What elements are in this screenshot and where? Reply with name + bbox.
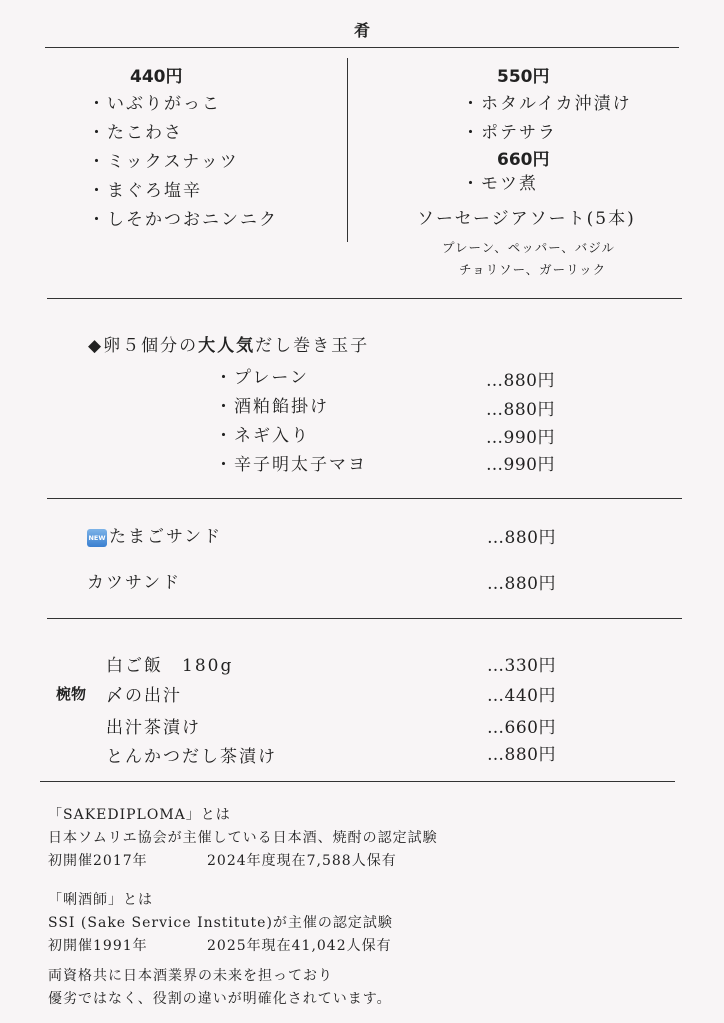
menu-item: ・酒粕餡掛け (215, 397, 329, 417)
note-kikisake-first: 初開催1991年 (48, 938, 148, 954)
menu-item: ・ミックスナッツ (88, 152, 239, 172)
sausage-flavors: チョリソー、ガーリック (459, 262, 607, 277)
note-sake-first: 初開催2017年 (48, 853, 148, 869)
menu-price: …330円 (487, 656, 556, 676)
note-sake-desc: 日本ソムリエ協会が主催している日本酒、焼酎の認定試験 (48, 830, 438, 846)
menu-item: ・いぶりがっこ (88, 94, 221, 114)
menu-price: …990円 (486, 455, 555, 475)
menu-item: 〆の出汁 (106, 686, 182, 706)
menu-item: 出汁茶漬け (106, 718, 201, 738)
divider (45, 47, 679, 48)
column-divider (347, 58, 348, 242)
menu-price: …880円 (487, 574, 556, 594)
menu-item: ・ネギ入り (215, 426, 310, 446)
price-heading-550: 550円 (497, 67, 550, 87)
note-sake-count: 2024年度現在7,588人保有 (207, 853, 397, 869)
sausage-flavors: プレーン、ペッパー、バジル (442, 240, 615, 255)
divider (40, 781, 675, 782)
menu-price: …660円 (487, 718, 556, 738)
menu-item: ・ポテサラ (462, 123, 557, 143)
menu-price: …880円 (487, 528, 556, 548)
menu-item: ・たこわさ (88, 123, 183, 143)
menu-item-sausage: ソーセージアソート(5本) (417, 209, 636, 229)
menu-item: カツサンド (87, 573, 182, 593)
menu-item: ・しそかつおニンニク (88, 210, 278, 230)
menu-price: …880円 (486, 371, 555, 391)
divider (47, 298, 682, 299)
menu-item: とんかつだし茶漬け (106, 747, 277, 767)
note-closing: 優劣ではなく、役割の違いが明確化されています。 (48, 991, 392, 1007)
menu-item: ・ホタルイカ沖漬け (462, 94, 632, 114)
menu-price: …990円 (486, 428, 555, 448)
menu-item: 白ご飯 180g (106, 656, 234, 676)
page-title: 肴 (353, 21, 370, 40)
menu-item: ・モツ煮 (462, 174, 538, 194)
new-icon: NEW (87, 529, 107, 547)
note-sake-title: 「SAKEDIPLOMA」とは (48, 807, 231, 823)
menu-item: ・プレーン (215, 368, 309, 388)
note-kikisake-title: 「唎酒師」とは (48, 892, 153, 908)
section-label-bowl: 椀物 (56, 685, 87, 703)
menu-price: …440円 (487, 686, 556, 706)
note-kikisake-count: 2025年現在41,042人保有 (207, 938, 392, 954)
menu-price: …880円 (486, 400, 555, 420)
divider (47, 618, 682, 619)
note-kikisake-desc: SSI (Sake Service Institute)が主催の認定試験 (48, 915, 393, 931)
note-closing: 両資格共に日本酒業界の未来を担っており (48, 968, 333, 984)
price-heading-660: 660円 (497, 150, 550, 170)
section-heading-tamago: ◆卵５個分の大人気だし巻き玉子 (88, 336, 370, 356)
price-heading-440: 440円 (130, 67, 183, 87)
menu-item: ・辛子明太子マヨ (215, 455, 367, 475)
menu-item: ・まぐろ塩辛 (88, 181, 202, 201)
divider (47, 498, 682, 499)
menu-item-tamago-sando: NEW たまごサンド (88, 527, 223, 547)
menu-price: …880円 (487, 745, 556, 765)
